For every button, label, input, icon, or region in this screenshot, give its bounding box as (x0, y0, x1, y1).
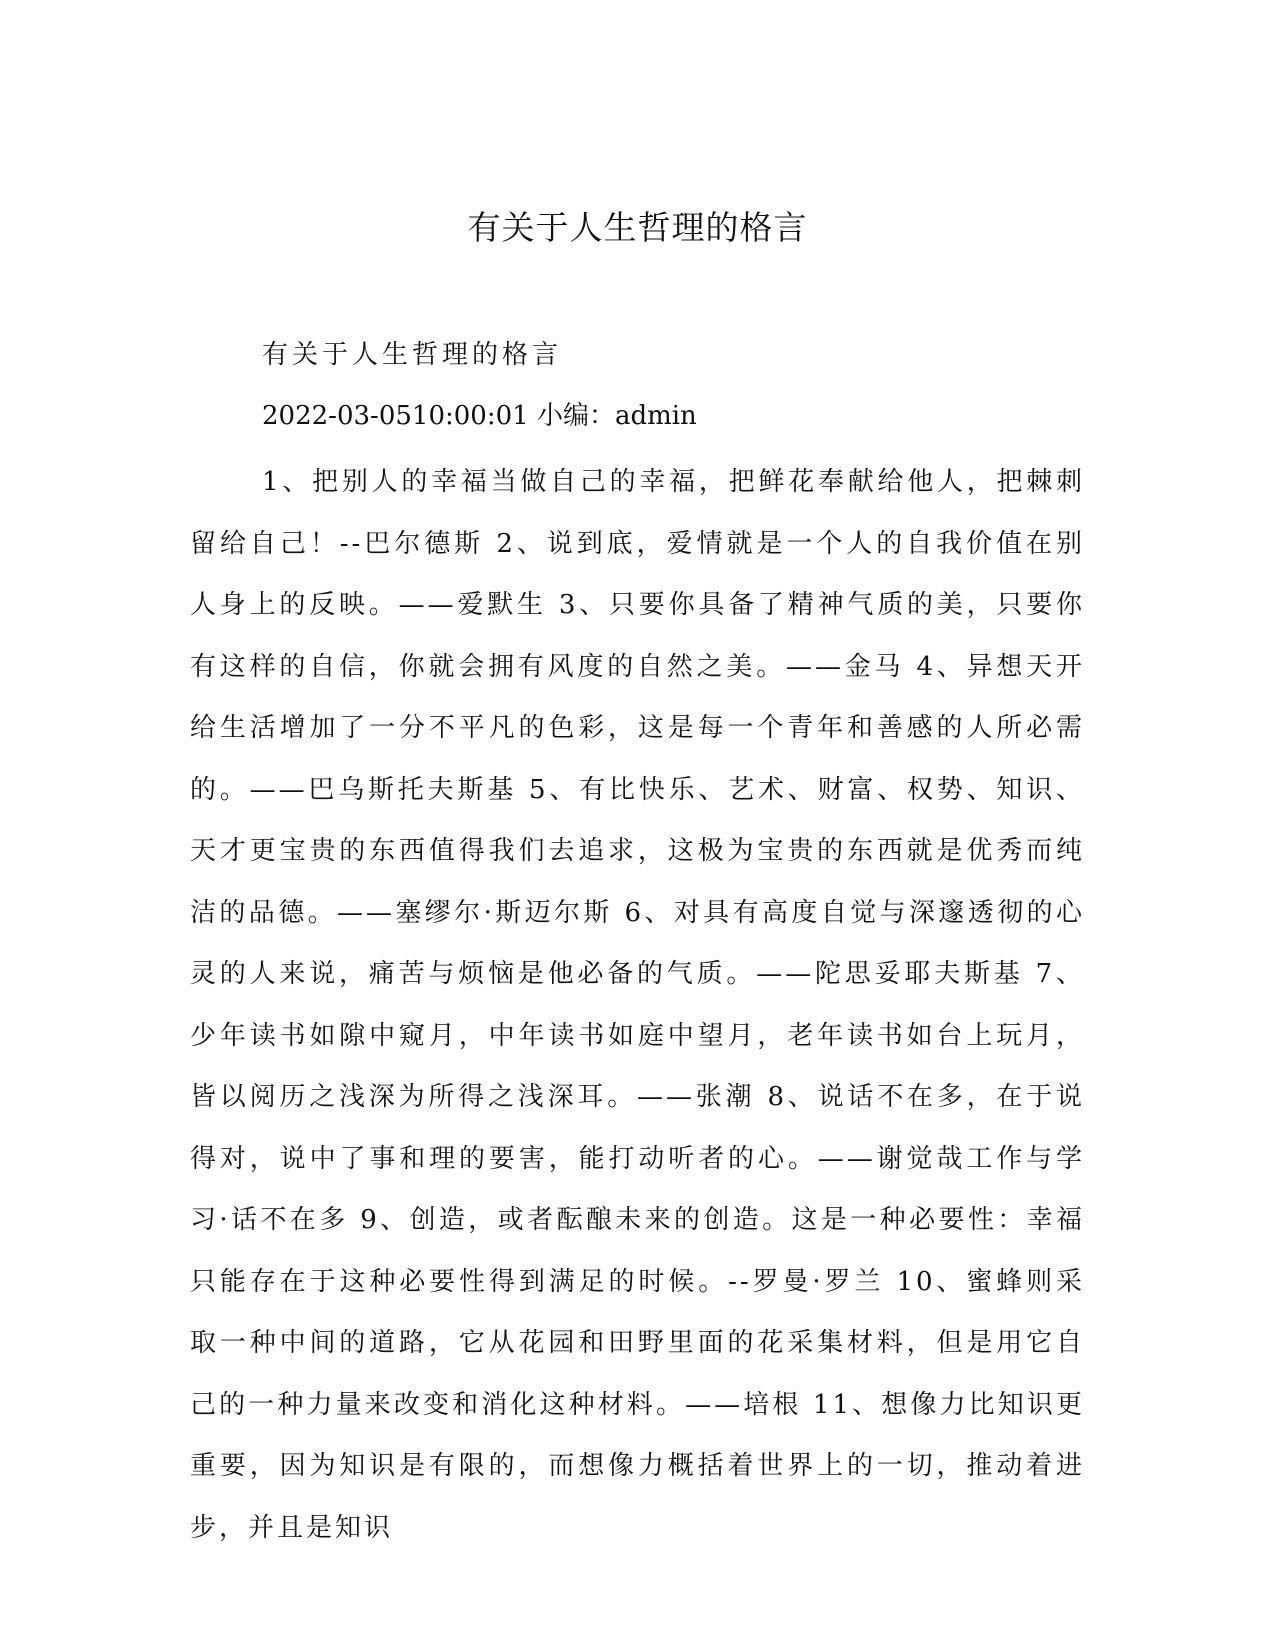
body-paragraph: 1、把别人的幸福当做自己的幸福，把鲜花奉献给他人，把棘刺留给自己！--巴尔德斯 2、说到底，爱情就是一个人的自我价值在别人身上的反映。——爱默生 3、只要你具备了精神气质的美，只要你有这样的自信，你就会拥有风度的自然之美。——金马 4、异想天开给生活增加了一分不平凡的色彩，这是每一个青年和善感的人所必需的。——巴乌斯托夫斯基 5、有比快乐、艺术、财富、权势、知识、天才更宝贵的东西值得我们去追求，这极为宝贵的东西就是优秀而纯洁的品德。——塞缪尔·斯迈尔斯 6、对具有高度自觉与深邃透彻的心灵的人来说，痛苦与烦恼是他必备的气质。——陀思妥耶夫斯基 7、少年读书如隙中窥月，中年读书如庭中望月，老年读书如台上玩月，皆以阅历之浅深为所得之浅深耳。——张潮 8、说话不在多，在于说得对，说中了事和理的要害，能打动听者的心。——谢觉哉工作与学习·话不在多 9、创造，或者酝酿未来的创造。这是一种必要性：幸福只能存在于这种必要性得到满足的时候。--罗曼·罗兰 10、蜜蜂则采取一种中间的道路，它从花园和田野里面的花采集材料，但是用它自己的一种力量来改变和消化这种材料。——培根 11、想像力比知识更重要，因为知识是有限的，而想像力概括着世界上的一切，推动着进步，并且是知识 (190, 467, 1085, 1543)
publish-meta: 2022-03-0510:00:01 小编：admin (262, 401, 697, 431)
document-subtitle: 有关于人生哲理的格言 (262, 340, 563, 370)
document-title: 有关于人生哲理的格言 (467, 208, 808, 247)
